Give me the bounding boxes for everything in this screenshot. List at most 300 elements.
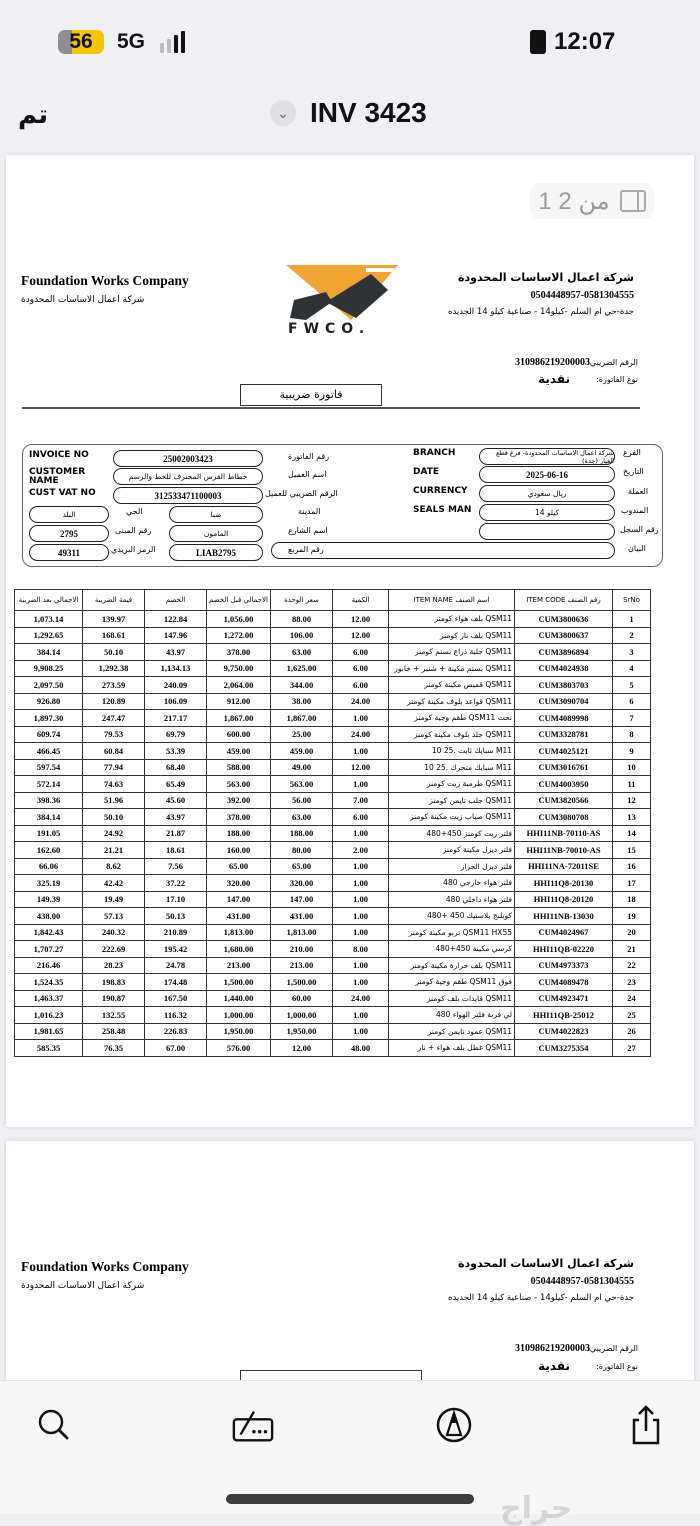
table-cell: 1.00 [333, 858, 389, 875]
table-cell: 216.46 [15, 957, 83, 974]
table-cell: 1,950.00 [207, 1023, 271, 1040]
vat-label-ar: الرقم الضريبي للعميل [265, 489, 338, 498]
table-cell: CUM4024967 [515, 924, 613, 941]
table-cell: 50.10 [83, 809, 145, 826]
table-cell: QSM11 جلد بلوف مكينة كومنز [389, 726, 515, 743]
table-row [15, 611, 651, 628]
table-cell: 15 [613, 842, 651, 859]
table-cell: 42.42 [83, 875, 145, 892]
table-cell: 585.35 [15, 1040, 83, 1057]
home-indicator[interactable] [226, 1494, 474, 1504]
page2-company-name-ar-small: شركة اعمال الاساسات المحدودة [21, 1281, 145, 1291]
table-cell: 12.00 [333, 611, 389, 628]
table-cell: 240.09 [145, 677, 207, 694]
invoice-type-label: نوع الفاتورة: [596, 375, 638, 384]
table-cell: QSM11 عمود تايمن كومنز [389, 1023, 515, 1040]
table-cell: CUM3803703 [515, 677, 613, 694]
table-row [15, 710, 651, 727]
table-cell: 6.00 [333, 660, 389, 677]
table-cell: QSM11 قواعد بلوف مكينة كومنز [389, 693, 515, 710]
table-cell: 7.56 [145, 858, 207, 875]
table-cell: 217.17 [145, 710, 207, 727]
table-cell: 162.60 [15, 842, 83, 859]
table-row [15, 825, 651, 842]
branch-label-ar: الفرع [623, 448, 641, 457]
city-field: ضبا [169, 506, 263, 523]
currency-label: CURRENCY [413, 486, 468, 496]
table-cell: 12.00 [333, 627, 389, 644]
table-cell: 19.49 [83, 891, 145, 908]
table-cell: QSM11 بستم مكينة + شنبر + خابور [389, 660, 515, 677]
table-cell: 48.00 [333, 1040, 389, 1057]
table-cell: 459.00 [207, 743, 271, 760]
table-cell: CUM3016761 [515, 759, 613, 776]
table-cell: 88.00 [271, 611, 333, 628]
company-name-en: Foundation Works Company [21, 273, 189, 288]
table-cell: 1,016.23 [15, 1007, 83, 1024]
table-cell: 11 [613, 776, 651, 793]
table-cell: 438.00 [15, 908, 83, 925]
table-cell: 22 [613, 957, 651, 974]
document-title[interactable]: INV 3423 [310, 97, 427, 128]
table-cell: 1,950.00 [271, 1023, 333, 1040]
pdf-page-2 [6, 1141, 694, 1381]
table-cell: CUM3896894 [515, 644, 613, 661]
table-cell: 588.00 [207, 759, 271, 776]
table-row [15, 660, 651, 677]
table-cell: 50.10 [83, 644, 145, 661]
table-cell: CUM3275354 [515, 1040, 613, 1057]
table-cell: 51.96 [83, 792, 145, 809]
share-icon [626, 1403, 666, 1447]
table-row [15, 875, 651, 892]
table-cell: 2.00 [333, 842, 389, 859]
invoice-info-box [22, 444, 663, 567]
table-cell: 24.78 [145, 957, 207, 974]
statement-label: البيان [628, 544, 646, 553]
page2-company-name-en: Foundation Works Company [21, 1259, 189, 1274]
district-field: البلد [29, 506, 109, 523]
table-cell: 600.00 [207, 726, 271, 743]
table-cell: فلتر هواء داخلي 480 [389, 891, 515, 908]
table-cell: 1,272.00 [207, 627, 271, 644]
branch-label: BRANCH [413, 448, 456, 458]
table-cell: 6.00 [333, 644, 389, 661]
date-label-ar: التاريخ [623, 467, 644, 476]
table-cell: 77.94 [83, 759, 145, 776]
table-cell: 378.00 [207, 644, 271, 661]
table-cell: 1.00 [333, 1023, 389, 1040]
table-cell: 1,440.00 [207, 990, 271, 1007]
table-cell: 1.00 [333, 957, 389, 974]
table-cell: 24.92 [83, 825, 145, 842]
table-row [15, 842, 651, 859]
table-cell: 576.00 [207, 1040, 271, 1057]
table-cell: CUM4022823 [515, 1023, 613, 1040]
company-name-ar: شركة اعمال الاساسات المحدودة [458, 271, 634, 284]
table-cell: QSM11 جلبة ذراع بستم كومنز [389, 644, 515, 661]
column-header: الخصم [145, 590, 207, 611]
table-cell: 1,134.13 [145, 660, 207, 677]
table-row [15, 974, 651, 991]
table-cell: 57.13 [83, 908, 145, 925]
table-cell: 1.00 [333, 710, 389, 727]
table-cell: 147.00 [207, 891, 271, 908]
status-bar [0, 0, 700, 85]
table-cell: HHI11QB-02220 [515, 941, 613, 958]
time-text: 12:07 [554, 28, 616, 55]
table-cell: 45.60 [145, 792, 207, 809]
table-cell: 76.35 [83, 1040, 145, 1057]
table-cell: 1,500.00 [207, 974, 271, 991]
table-cell: فلتر ديزل الجزاز [389, 858, 515, 875]
table-cell: 147.00 [271, 891, 333, 908]
table-cell: QSM11 صباب زيت مكينة كومنز [389, 809, 515, 826]
table-cell: فوق QSM11 طقم وجية كومنز [389, 974, 515, 991]
table-cell: 431.00 [271, 908, 333, 925]
vat-field: 312533471100003 [113, 487, 263, 504]
search-button[interactable] [32, 1403, 76, 1447]
table-cell: 398.36 [15, 792, 83, 809]
building-field: 2795 [29, 525, 109, 542]
table-cell: 1.00 [333, 974, 389, 991]
table-cell: 7.00 [333, 792, 389, 809]
currency-label-ar: العملة [628, 487, 649, 496]
table-cell: 213.00 [271, 957, 333, 974]
page2-tax-label: الرقم الضريبي: [587, 1344, 638, 1353]
table-cell: 168.61 [83, 627, 145, 644]
table-cell: 1,292.65 [15, 627, 83, 644]
table-cell: 597.54 [15, 759, 83, 776]
table-cell: 188.00 [271, 825, 333, 842]
table-cell: 122.84 [145, 611, 207, 628]
table-cell: 17 [613, 875, 651, 892]
table-cell: 12 [613, 792, 651, 809]
table-cell: HHI11QB-25012 [515, 1007, 613, 1024]
table-cell: 65.49 [145, 776, 207, 793]
customer-label: CUSTOMER NAME [29, 467, 86, 486]
table-cell: 106.00 [271, 627, 333, 644]
page2-company-address: جدة-حي ام السلم -كيلو14 - صناعية كيلو 14 الجديده [447, 1293, 634, 1303]
table-cell: 79.53 [83, 726, 145, 743]
items-table [14, 589, 651, 1057]
table-row [15, 726, 651, 743]
customer-label-ar: اسم العميل [288, 470, 327, 479]
table-cell: 1,867.00 [207, 710, 271, 727]
markup-button[interactable] [432, 1403, 476, 1447]
table-cell: CUM3800636 [515, 611, 613, 628]
table-cell: CUM4025121 [515, 743, 613, 760]
branch-field: شركة اعمال الاساسات المحدودة- فرع قطع الغيار (جدة) [479, 448, 615, 465]
table-cell: 13 [613, 809, 651, 826]
block-field: LIAB2795 [169, 544, 263, 561]
table-cell: 5 [613, 677, 651, 694]
table-cell: 431.00 [207, 908, 271, 925]
table-cell: 1,981.65 [15, 1023, 83, 1040]
table-cell: 167.50 [145, 990, 207, 1007]
invoice-no-field: 25002003423 [113, 450, 263, 467]
table-cell: 9,750.00 [207, 660, 271, 677]
table-cell: 572.14 [15, 776, 83, 793]
column-header: ITEM NAME اسم الصنف [389, 590, 515, 611]
table-row [15, 858, 651, 875]
table-cell: 392.00 [207, 792, 271, 809]
table-cell: QSM11 طرمبة زيت كومنز [389, 776, 515, 793]
page2-company-phones: 0504448957-0581304555 [530, 1276, 634, 1287]
statement-field [271, 542, 615, 559]
table-cell: 25.00 [271, 726, 333, 743]
table-cell: QSM11 بلف حرارة مكينة كومنز [389, 957, 515, 974]
table-cell: 1,000.00 [207, 1007, 271, 1024]
table-cell: 21.21 [83, 842, 145, 859]
table-cell: 4 [613, 660, 651, 677]
register-field [479, 523, 615, 540]
page2-invoice-type-value: نقدية [538, 1359, 570, 1373]
column-header: الكمية [333, 590, 389, 611]
table-cell: 26 [613, 1023, 651, 1040]
table-cell: 116.32 [145, 1007, 207, 1024]
table-cell: 63.00 [271, 809, 333, 826]
table-cell: 1.00 [333, 825, 389, 842]
table-cell: 38.00 [271, 693, 333, 710]
table-cell: 56.00 [271, 792, 333, 809]
table-cell: 1.00 [333, 776, 389, 793]
table-cell: 213.00 [207, 957, 271, 974]
table-cell: 1.00 [333, 1007, 389, 1024]
table-cell: 132.55 [83, 1007, 145, 1024]
share-button[interactable] [624, 1403, 668, 1447]
table-row [15, 990, 651, 1007]
table-cell: CUM3820566 [515, 792, 613, 809]
table-cell: 67.00 [145, 1040, 207, 1057]
table-cell: 8 [613, 726, 651, 743]
table-cell: CUM3080708 [515, 809, 613, 826]
table-cell: 65.00 [271, 858, 333, 875]
table-cell: 459.00 [271, 743, 333, 760]
table-cell: HHI11NB-70110-AS [515, 825, 613, 842]
column-header: الاجمالي قبل الخصم [207, 590, 271, 611]
table-cell: 258.48 [83, 1023, 145, 1040]
clock [530, 28, 615, 56]
table-cell: 2,064.00 [207, 677, 271, 694]
table-cell: 80.00 [271, 842, 333, 859]
table-cell: 609.74 [15, 726, 83, 743]
table-cell: 49.00 [271, 759, 333, 776]
table-cell: 1,000.00 [271, 1007, 333, 1024]
table-row [15, 759, 651, 776]
table-row [15, 957, 651, 974]
table-cell: CUM4089478 [515, 974, 613, 991]
table-cell: QSM11 جلب تايمن كومنز [389, 792, 515, 809]
table-cell: 1,867.00 [271, 710, 333, 727]
table-cell: 6.00 [333, 677, 389, 694]
table-cell: HHI11Q8-20120 [515, 891, 613, 908]
table-cell: 21.87 [145, 825, 207, 842]
table-cell: HHI11NB-13030 [515, 908, 613, 925]
table-cell: 28.23 [83, 957, 145, 974]
table-cell: CUM3800637 [515, 627, 613, 644]
table-cell: 2,097.50 [15, 677, 83, 694]
table-cell: فلتر ديزل مكينة كومنز [389, 842, 515, 859]
invoice-no-label-ar: رقم الفاتورة [288, 452, 330, 461]
table-cell: CUM3090704 [515, 693, 613, 710]
table-cell: 320.00 [207, 875, 271, 892]
bottom-toolbar [0, 1380, 700, 1526]
table-cell: CUM4973373 [515, 957, 613, 974]
table-cell: 222.69 [83, 941, 145, 958]
table-cell: 1.00 [333, 891, 389, 908]
column-header: الاجمالي بعد الضريبة [15, 590, 83, 611]
postal-label: الرمز البريدي [111, 545, 156, 554]
company-name-ar-small: شركة اعمال الاساسات المحدودة [21, 295, 145, 305]
table-cell: 912.00 [207, 693, 271, 710]
table-row [15, 1023, 651, 1040]
table-cell: 384.14 [15, 809, 83, 826]
table-body [15, 611, 651, 1057]
table-cell: QSM11 بلف نار كومنز [389, 627, 515, 644]
table-cell: 8.62 [83, 858, 145, 875]
table-cell: 378.00 [207, 809, 271, 826]
table-cell: 18 [613, 891, 651, 908]
table-cell: 210.00 [271, 941, 333, 958]
table-cell: 1,897.30 [15, 710, 83, 727]
table-cell: 563.00 [271, 776, 333, 793]
table-cell: 23 [613, 974, 651, 991]
table-cell: 320.00 [271, 875, 333, 892]
table-row [15, 941, 651, 958]
table-cell: 53.39 [145, 743, 207, 760]
block-label: رقم المربع [288, 545, 324, 554]
table-cell: 226.83 [145, 1023, 207, 1040]
table-cell: 139.97 [83, 611, 145, 628]
table-cell: كوبلنج بلاستيك 450 +480 [389, 908, 515, 925]
table-cell: 50.13 [145, 908, 207, 925]
table-cell: 174.48 [145, 974, 207, 991]
table-cell: CUM3328781 [515, 726, 613, 743]
table-cell: 37.22 [145, 875, 207, 892]
company-address: جدة-حي ام السلم -كيلو14 - صناعية كيلو 14 الجديده [447, 307, 634, 317]
table-cell: 1.00 [333, 875, 389, 892]
table-cell: 160.00 [207, 842, 271, 859]
table-cell: 10 [613, 759, 651, 776]
table-row [15, 677, 651, 694]
page2-tax-number: 310986219200003 [515, 1343, 590, 1354]
table-cell: 3 [613, 644, 651, 661]
table-cell: QSM11 غطل بلف هواء + نار [389, 1040, 515, 1057]
table-cell: QSM11 قايدات بلف كومنز [389, 990, 515, 1007]
table-cell: 1.00 [333, 924, 389, 941]
pdf-page-1 [6, 155, 694, 1127]
table-cell: 14 [613, 825, 651, 842]
done-button[interactable]: تم [18, 100, 49, 130]
table-cell: 24.00 [333, 726, 389, 743]
table-cell: CUM4003950 [515, 776, 613, 793]
table-cell: 21 [613, 941, 651, 958]
table-cell: 1,500.00 [271, 974, 333, 991]
logo-text: FWCO. [288, 321, 371, 337]
table-cell: 466.45 [15, 743, 83, 760]
table-cell: 24.00 [333, 990, 389, 1007]
table-cell: 563.00 [207, 776, 271, 793]
table-cell: 19 [613, 908, 651, 925]
chevron-down-icon[interactable]: ⌄ [270, 100, 296, 126]
page2-company-name-ar: شركة اعمال الاساسات المحدودة [458, 1257, 634, 1270]
table-row [15, 743, 651, 760]
table-cell: 188.00 [207, 825, 271, 842]
markup-icon [434, 1405, 474, 1445]
form-fill-button[interactable] [231, 1403, 275, 1447]
table-cell: 1,707.27 [15, 941, 83, 958]
table-cell: 69.79 [145, 726, 207, 743]
street-label: اسم الشارع [288, 526, 328, 535]
watermark: حراج [500, 1491, 573, 1526]
table-row [15, 908, 651, 925]
table-cell: 149.39 [15, 891, 83, 908]
divider [22, 407, 640, 409]
table-cell: 1,056.00 [207, 611, 271, 628]
company-info-ar [448, 271, 634, 317]
table-row [15, 891, 651, 908]
column-header: SrNo [613, 590, 651, 611]
table-cell: 1,524.35 [15, 974, 83, 991]
table-cell: HHI11NB-70010-AS [515, 842, 613, 859]
table-cell: 195.42 [145, 941, 207, 958]
table-cell: 198.83 [83, 974, 145, 991]
table-cell: تحت QSM11 طقم وجية كومنز [389, 710, 515, 727]
table-row [15, 627, 651, 644]
battery-indicator [58, 30, 104, 54]
invoice-no-label: INVOICE NO [29, 450, 89, 460]
search-icon [34, 1405, 74, 1445]
table-cell: 2 [613, 627, 651, 644]
district-label: الحي [126, 507, 143, 516]
table-cell: 384.14 [15, 644, 83, 661]
table-cell: 1,813.00 [207, 924, 271, 941]
table-cell: 240.32 [83, 924, 145, 941]
table-cell: QSM11 قميص مكينة كومنز [389, 677, 515, 694]
table-cell: 9 [613, 743, 651, 760]
date-label: DATE [413, 467, 440, 477]
table-row [15, 693, 651, 710]
table-cell: 24.00 [333, 693, 389, 710]
column-header: ITEM CODE رقم الصنف [515, 590, 613, 611]
table-cell: 12.00 [333, 759, 389, 776]
table-row [15, 1007, 651, 1024]
table-cell: 8.00 [333, 941, 389, 958]
table-cell: 6.00 [333, 809, 389, 826]
column-header: قيمة الضريبة [83, 590, 145, 611]
page-indicator[interactable] [530, 183, 654, 219]
column-header: سعر الوحدة [271, 590, 333, 611]
table-cell: QSM11 HX55 تربو مكينة كومنز [389, 924, 515, 941]
table-cell: 16 [613, 858, 651, 875]
table-cell: M11 سبايك ثابت .25 10 [389, 743, 515, 760]
table-cell: لي قربة فلتر الهواء 480 [389, 1007, 515, 1024]
salesman-field: كيلو 14 [479, 504, 615, 521]
table-cell: HHI11NA-72011SE [515, 858, 613, 875]
table-cell: 325.19 [15, 875, 83, 892]
page2-company-info-ar [448, 1257, 634, 1303]
table-cell: 1,292.38 [83, 660, 145, 677]
table-cell: 7 [613, 710, 651, 727]
table-row [15, 924, 651, 941]
table-header [15, 590, 651, 611]
table-cell: 120.89 [83, 693, 145, 710]
table-cell: HHI11Q8-20130 [515, 875, 613, 892]
vat-label: CUST VAT NO [29, 488, 96, 498]
invoice-type-value: نقدية [538, 372, 570, 386]
page-indicator-text: 1 من 2 [538, 187, 610, 215]
